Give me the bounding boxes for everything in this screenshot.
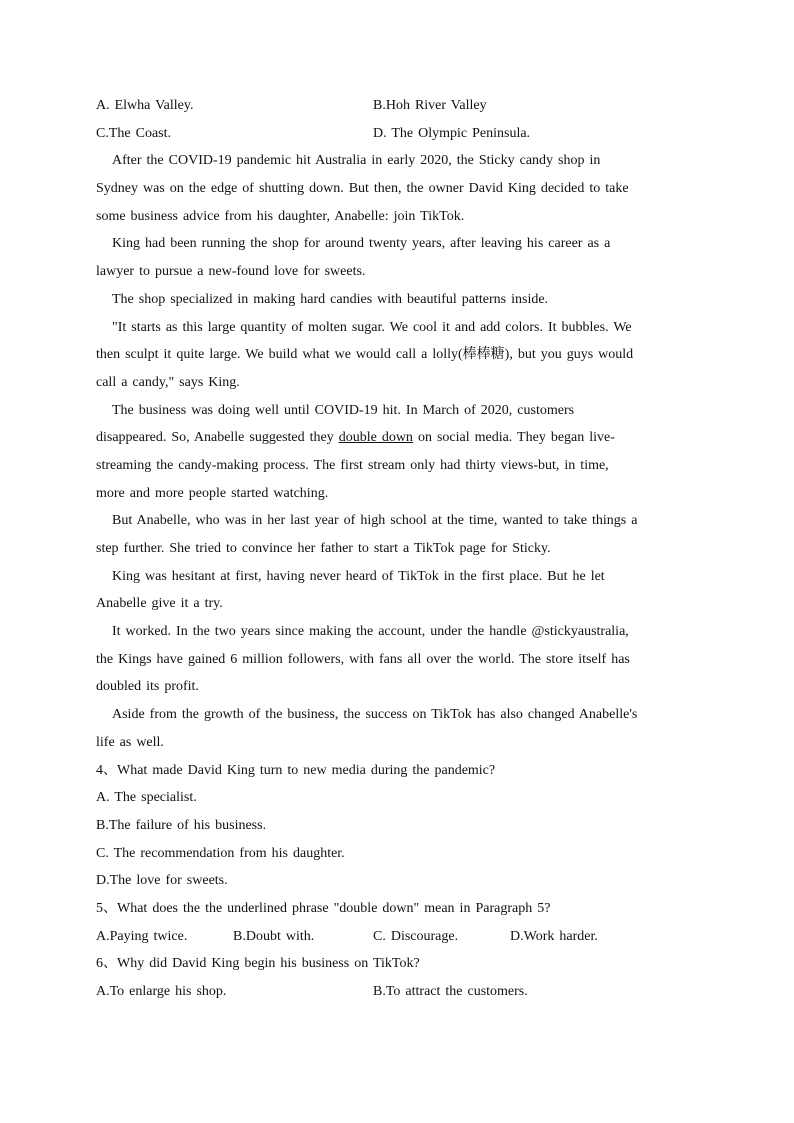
passage-line: The shop specialized in making hard candies with beautiful patterns inside.: [112, 291, 549, 307]
reading-passage: [96, 147, 694, 756]
passage-line: then sculpt it quite large. We build what we would call a lolly(棒棒糖), but you guys would: [96, 347, 634, 363]
q3-option-a: A. Elwha Valley.: [96, 98, 194, 113]
q4-option-d: D.The love for sweets.: [96, 873, 228, 889]
q3-option-c: C.The Coast.: [96, 125, 171, 141]
passage-line: Sydney was on the edge of shutting down. But then, the owner David King decided to take: [96, 181, 629, 197]
passage-line: King was hesitant at first, having never heard of TikTok in the first place. But he let: [112, 568, 605, 584]
question-text: 4、What made David King turn to new media during the pandemic?: [96, 762, 496, 778]
q3-option-d: D. The Olympic Peninsula.: [373, 125, 531, 141]
q5-options-row: [96, 923, 694, 951]
q4-option-a: A. The specialist.: [96, 790, 197, 806]
passage-line: step further. She tried to convince her father to start a TikTok page for Sticky.: [96, 541, 551, 556]
question-6: [96, 950, 694, 1005]
q6-options-row: [96, 978, 694, 1006]
passage-line: It worked. In the two years since making the account, under the handle @stickyaustralia,: [112, 624, 629, 640]
passage-line: more and more people started watching.: [96, 485, 329, 501]
passage-line: call a candy," says King.: [96, 374, 240, 390]
q4-option-b: B.The failure of his business.: [96, 817, 267, 833]
passage-line: some business advice from his daughter, Anabelle: join TikTok.: [96, 208, 465, 224]
passage-line: The business was doing well until COVID-19 hit. In March of 2020, customers: [112, 402, 575, 418]
q3-option-b: B.Hoh River Valley: [373, 98, 487, 113]
passage-text: disappeared. So, Anabelle suggested they: [96, 430, 339, 446]
q4-option-c: C. The recommendation from his daughter.: [96, 845, 345, 861]
passage-line: the Kings have gained 6 million followers, with fans all over the world. The store itself has: [96, 651, 630, 667]
q5-option-c: C. Discourage.: [373, 928, 459, 944]
passage-line: [96, 424, 694, 452]
passage-line: streaming the candy-making process. The first stream only had thirty views-but, in time,: [96, 457, 609, 473]
question-text: 5、What does the the underlined phrase "double down" mean in Paragraph 5?: [96, 900, 551, 916]
passage-line: lawyer to pursue a new-found love for sweets.: [96, 264, 366, 280]
passage-line: After the COVID-19 pandemic hit Australia in early 2020, the Sticky candy shop in: [112, 153, 601, 169]
passage-line: "It starts as this large quantity of molten sugar. We cool it and add colors. It bubbles. We: [112, 319, 632, 335]
q6-option-a: A.To enlarge his shop.: [96, 984, 227, 999]
q3-options-row-2: [96, 120, 694, 148]
q5-option-d: D.Work harder.: [510, 928, 598, 944]
q5-option-b: B.Doubt with.: [233, 928, 315, 944]
passage-line: King had been running the shop for around twenty years, after leaving his career as a: [112, 236, 611, 252]
document-page: [96, 92, 694, 1006]
q6-option-b: B.To attract the customers.: [373, 984, 528, 999]
q3-options-row-1: [96, 92, 694, 120]
passage-line: Anabelle give it a try.: [96, 596, 223, 612]
underlined-phrase: double down: [338, 430, 413, 446]
question-4: [96, 757, 694, 895]
q5-option-a: A.Paying twice.: [96, 928, 188, 944]
passage-line: But Anabelle, who was in her last year of high school at the time, wanted to take things a: [112, 513, 638, 529]
passage-line: Aside from the growth of the business, the success on TikTok has also changed Anabelle's: [112, 707, 638, 723]
question-5: [96, 895, 694, 950]
passage-line: life as well.: [96, 734, 164, 750]
passage-line: doubled its profit.: [96, 679, 199, 695]
question-text: 6、Why did David King begin his business on TikTok?: [96, 956, 420, 972]
passage-text: on social media. They began live-: [412, 430, 615, 446]
